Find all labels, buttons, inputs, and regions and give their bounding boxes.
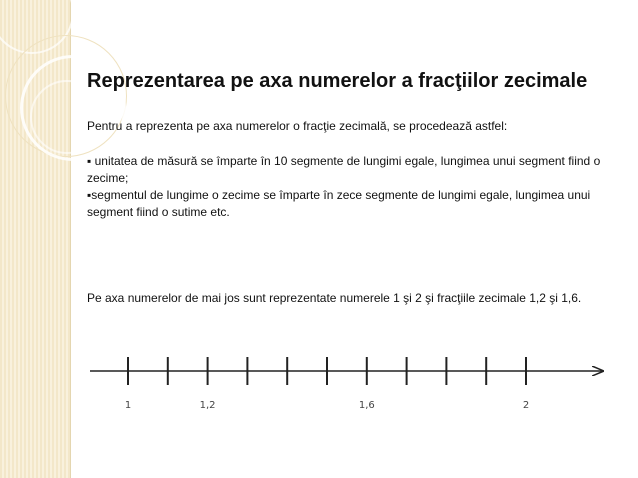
bullet-item [87,187,617,221]
bullet-text: segmentul de lungime o zecime se împarte în zece segmente de lungimi egale, lungimea unui segment fiind o sutime etc. [87,188,591,219]
bullet-item [87,153,617,187]
intro-paragraph: Pentru a reprezenta pe axa numerelor o fracţie zecimală, se procedează astfel: [87,119,508,133]
axis-tick-label: 1,6 [358,400,375,411]
axis-tick-label: 1 [124,400,132,411]
bullet-marker: ▪ [87,188,92,202]
slide-title: Reprezentarea pe axa numerelor a fracţiilor zecimale [87,70,588,92]
bullet-text: unitatea de măsură se împarte în 10 segmente de lungimi egale, lungimea unui segment fiind o zecime; [87,154,601,185]
axis-labels [125,400,529,411]
axis-tick-label: 1,2 [199,400,216,411]
axis-description: Pe axa numerelor de mai jos sunt reprezentate numerele 1 şi 2 şi fracţiile zecimale 1,2 şi 1,6. [87,291,582,305]
axis-tick-label: 2 [522,400,530,411]
number-line [0,340,638,420]
bullet-marker: ▪ [87,154,92,168]
